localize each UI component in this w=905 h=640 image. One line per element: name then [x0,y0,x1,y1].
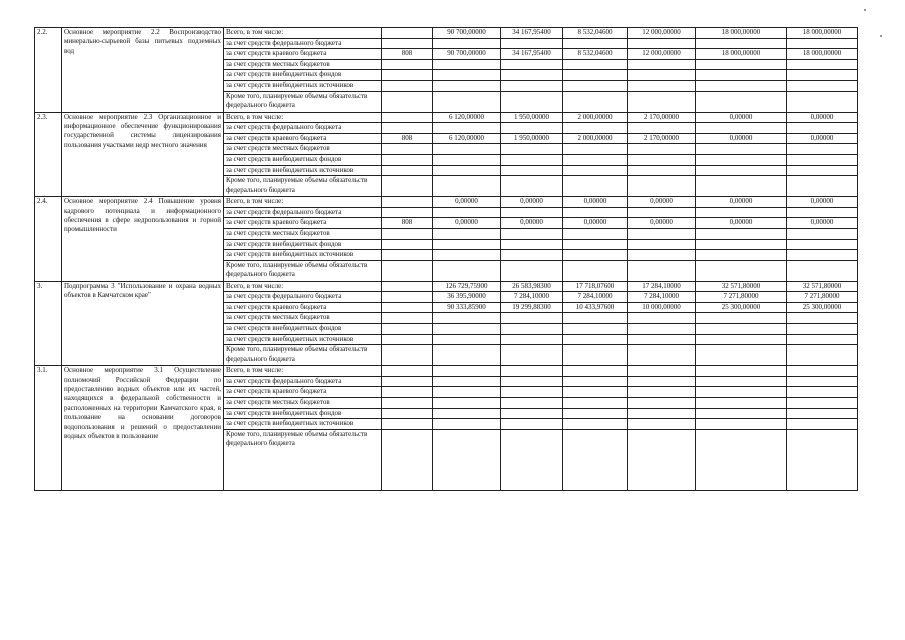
amount-cell [787,324,858,335]
funding-source: за счет средств федерального бюджета [224,292,382,303]
funding-source: Всего, в том числе: [224,366,382,377]
funding-source: за счет средств внебюджетных фондов [224,70,382,81]
program-name: Основное мероприятие 2.2 Воспроизводство минерально-сырьевой базы питьевых подземных вод [62,28,224,113]
funding-source: за счет средств внебюджетных источников [224,80,382,91]
budget-code [382,419,433,430]
funding-source: за счет средств федерального бюджета [224,207,382,218]
page-speck [880,35,882,37]
amount-cell: 0,00000 [501,218,563,229]
amount-cell [501,313,563,324]
amount-cell [433,345,501,366]
amount-cell [563,313,628,324]
amount-cell: 0,00000 [628,218,696,229]
amount-cell [628,398,696,409]
amount-cell [563,123,628,134]
amount-cell [501,80,563,91]
amount-cell [433,398,501,409]
amount-cell [501,398,563,409]
amount-cell: 34 167,95400 [501,49,563,60]
amount-cell [501,250,563,261]
amount-cell [787,398,858,409]
amount-cell [628,313,696,324]
funding-source: за счет средств местных бюджетов [224,59,382,70]
amount-cell [787,144,858,155]
amount-cell [563,176,628,197]
amount-cell [628,176,696,197]
amount-cell: 7 284,10000 [563,292,628,303]
amount-cell [433,429,501,490]
amount-cell [433,387,501,398]
funding-source: за счет средств федерального бюджета [224,38,382,49]
amount-cell [563,408,628,419]
amount-cell: 0,00000 [433,197,501,208]
amount-cell: 7 271,80000 [787,292,858,303]
amount-cell [628,59,696,70]
funding-source: за счет средств краевого бюджета [224,302,382,313]
amount-cell: 2 000,00000 [563,112,628,123]
amount-cell [501,334,563,345]
row-number: 3. [35,281,62,366]
amount-cell [501,324,563,335]
amount-cell: 10 433,97600 [563,302,628,313]
funding-source: за счет средств местных бюджетов [224,228,382,239]
amount-cell [563,398,628,409]
amount-cell [628,38,696,49]
amount-cell [563,366,628,377]
amount-cell [563,239,628,250]
amount-cell [501,144,563,155]
budget-code [382,387,433,398]
budget-code [382,239,433,250]
funding-source: за счет средств краевого бюджета [224,133,382,144]
budget-code [382,207,433,218]
budget-code [382,123,433,134]
amount-cell: 0,00000 [628,197,696,208]
program-name: Основное мероприятие 2.4 Повышение уровня кадрового потенциала и информационного обеспечения в сфере недропользования и горной промышленности [62,197,224,282]
funding-source: за счет средств федерального бюджета [224,123,382,134]
funding-source: за счет средств внебюджетных источников [224,419,382,430]
budget-code [382,408,433,419]
amount-cell [433,260,501,281]
budget-code [382,366,433,377]
amount-cell [433,239,501,250]
amount-cell [563,250,628,261]
program-name: Основное мероприятие 2.3 Организационное и информационное обеспечение функционирования государственной системы лицензирования пользования участками недр местного значения [62,112,224,197]
amount-cell [628,91,696,112]
row-number: 2.3. [35,112,62,197]
program-name: Подпрограмма 3 "Использование и охрана водных объектов в Камчатском крае" [62,281,224,366]
amount-cell [433,366,501,377]
table-row [35,28,858,39]
amount-cell [787,250,858,261]
amount-cell [501,59,563,70]
amount-cell [501,366,563,377]
amount-cell: 8 532,04600 [563,28,628,39]
funding-source: за счет средств федерального бюджета [224,376,382,387]
amount-cell: 0,00000 [696,112,787,123]
funding-source: Всего, в том числе: [224,28,382,39]
budget-code [382,292,433,303]
amount-cell [433,228,501,239]
amount-cell [433,408,501,419]
budget-code [382,260,433,281]
budget-code [382,281,433,292]
row-number: 2.4. [35,197,62,282]
amount-cell: 2 170,00000 [628,133,696,144]
amount-cell [563,91,628,112]
budget-code [382,28,433,39]
amount-cell [563,207,628,218]
amount-cell [696,419,787,430]
amount-cell [696,408,787,419]
amount-cell [628,324,696,335]
funding-source: Всего, в том числе: [224,281,382,292]
amount-cell [501,207,563,218]
amount-cell [433,154,501,165]
amount-cell: 19 299,88300 [501,302,563,313]
amount-cell: 18 000,00000 [696,28,787,39]
amount-cell [696,260,787,281]
amount-cell [628,408,696,419]
amount-cell: 18 000,00000 [696,49,787,60]
amount-cell [696,38,787,49]
amount-cell [696,250,787,261]
amount-cell [628,250,696,261]
row-number: 3.1. [35,366,62,491]
amount-cell [628,165,696,176]
funding-source: за счет средств краевого бюджета [224,387,382,398]
budget-code [382,165,433,176]
budget-code [382,398,433,409]
amount-cell: 0,00000 [563,218,628,229]
amount-cell: 6 120,00000 [433,133,501,144]
amount-cell [696,334,787,345]
amount-cell [787,419,858,430]
budget-code [382,112,433,123]
amount-cell [501,345,563,366]
amount-cell [628,80,696,91]
amount-cell [501,387,563,398]
amount-cell: 126 729,75900 [433,281,501,292]
funding-source: Кроме того, планируемые объемы обязательств федерального бюджета [224,91,382,112]
budget-code [382,91,433,112]
budget-code [382,228,433,239]
amount-cell [787,154,858,165]
budget-code: 808 [382,133,433,144]
funding-source: за счет средств краевого бюджета [224,218,382,229]
amount-cell: 1 950,00000 [501,133,563,144]
budget-code [382,154,433,165]
amount-cell [787,376,858,387]
budget-code [382,376,433,387]
amount-cell [563,376,628,387]
amount-cell [787,165,858,176]
budget-code [382,80,433,91]
amount-cell: 25 300,00000 [696,302,787,313]
funding-source: за счет средств внебюджетных источников [224,165,382,176]
amount-cell: 10 000,00000 [628,302,696,313]
amount-cell [501,228,563,239]
program-name: Основное мероприятие 3.1 Осуществление полномочий Российской Федерации по предоставлению водных объектов или их частей, находящихся в федеральной собственности и расположенных на территории Камчатского края, в пользование на основании договоров водопользования и решений о предоставлении водных объектов в пользование [62,366,224,491]
amount-cell [696,59,787,70]
amount-cell [787,123,858,134]
budget-code [382,144,433,155]
amount-cell [696,228,787,239]
amount-cell [433,123,501,134]
amount-cell: 90 700,00000 [433,28,501,39]
funding-source: за счет средств местных бюджетов [224,398,382,409]
amount-cell [501,38,563,49]
budget-code [382,324,433,335]
amount-cell [563,59,628,70]
amount-cell [628,207,696,218]
funding-source: за счет средств внебюджетных фондов [224,239,382,250]
amount-cell [787,387,858,398]
amount-cell [433,165,501,176]
amount-cell [501,176,563,197]
funding-source: Кроме того, планируемые объемы обязательств федерального бюджета [224,345,382,366]
funding-source: за счет средств внебюджетных фондов [224,408,382,419]
budget-table [34,27,858,491]
amount-cell [696,91,787,112]
amount-cell [628,429,696,490]
amount-cell [563,165,628,176]
amount-cell: 17 284,10000 [628,281,696,292]
amount-cell [433,334,501,345]
amount-cell [433,91,501,112]
budget-code [382,59,433,70]
amount-cell: 0,00000 [787,218,858,229]
amount-cell [787,429,858,490]
budget-code [382,197,433,208]
amount-cell: 17 718,07600 [563,281,628,292]
amount-cell [628,260,696,281]
amount-cell [696,123,787,134]
amount-cell [563,260,628,281]
amount-cell [563,70,628,81]
amount-cell [563,334,628,345]
amount-cell [501,165,563,176]
funding-source: за счет средств внебюджетных источников [224,334,382,345]
amount-cell: 26 583,98300 [501,281,563,292]
amount-cell [628,345,696,366]
amount-cell: 2 000,00000 [563,133,628,144]
amount-cell [787,70,858,81]
amount-cell [696,70,787,81]
funding-source: за счет средств внебюджетных фондов [224,324,382,335]
budget-code: 808 [382,49,433,60]
amount-cell: 0,00000 [696,197,787,208]
amount-cell [696,80,787,91]
amount-cell: 6 120,00000 [433,112,501,123]
amount-cell: 0,00000 [563,197,628,208]
amount-cell [787,176,858,197]
amount-cell [433,313,501,324]
budget-code [382,313,433,324]
amount-cell: 90 333,85900 [433,302,501,313]
amount-cell [696,387,787,398]
amount-cell [696,154,787,165]
amount-cell [787,408,858,419]
amount-cell [628,239,696,250]
amount-cell [501,123,563,134]
funding-source: Всего, в том числе: [224,112,382,123]
table-row [35,197,858,208]
amount-cell [628,376,696,387]
funding-source: Кроме того, планируемые объемы обязательств федерального бюджета [224,260,382,281]
amount-cell [787,38,858,49]
budget-code [382,70,433,81]
amount-cell: 34 167,95400 [501,28,563,39]
table-row [35,281,858,292]
amount-cell: 0,00000 [787,197,858,208]
amount-cell [628,366,696,377]
amount-cell [696,165,787,176]
amount-cell [696,207,787,218]
amount-cell [787,80,858,91]
funding-source: Кроме того, планируемые объемы обязательств федерального бюджета [224,176,382,197]
amount-cell [563,345,628,366]
amount-cell [433,70,501,81]
amount-cell: 7 284,10000 [628,292,696,303]
amount-cell: 0,00000 [787,112,858,123]
amount-cell [696,429,787,490]
amount-cell [787,366,858,377]
amount-cell [696,398,787,409]
amount-cell [628,70,696,81]
amount-cell: 32 571,80000 [787,281,858,292]
amount-cell: 0,00000 [787,133,858,144]
amount-cell [787,260,858,281]
budget-code [382,429,433,490]
amount-cell [787,334,858,345]
amount-cell [628,154,696,165]
budget-code [382,345,433,366]
amount-cell [501,70,563,81]
amount-cell [433,176,501,197]
funding-source: за счет средств местных бюджетов [224,144,382,155]
amount-cell [501,154,563,165]
amount-cell [433,144,501,155]
amount-cell [563,429,628,490]
budget-code [382,176,433,197]
amount-cell [696,345,787,366]
amount-cell [433,324,501,335]
funding-source: за счет средств внебюджетных источников [224,250,382,261]
amount-cell [787,59,858,70]
amount-cell [433,250,501,261]
amount-cell [501,260,563,281]
funding-source: за счет средств внебюджетных фондов [224,154,382,165]
amount-cell [696,376,787,387]
amount-cell [563,228,628,239]
amount-cell [787,239,858,250]
amount-cell: 18 000,00000 [787,28,858,39]
amount-cell [563,144,628,155]
amount-cell [433,419,501,430]
amount-cell [501,419,563,430]
funding-source: Всего, в том числе: [224,197,382,208]
row-number: 2.2. [35,28,62,113]
amount-cell [787,313,858,324]
amount-cell [696,324,787,335]
amount-cell: 2 170,00000 [628,112,696,123]
table-row [35,366,858,377]
amount-cell [628,123,696,134]
amount-cell [787,345,858,366]
amount-cell: 12 000,00000 [628,49,696,60]
budget-code [382,38,433,49]
amount-cell [628,144,696,155]
amount-cell [628,334,696,345]
amount-cell [501,429,563,490]
amount-cell [563,324,628,335]
amount-cell [563,38,628,49]
amount-cell: 7 284,10000 [501,292,563,303]
budget-code: 808 [382,218,433,229]
amount-cell [696,176,787,197]
funding-source: Кроме того, планируемые объемы обязательств федерального бюджета [224,429,382,490]
amount-cell [563,387,628,398]
amount-cell: 12 000,00000 [628,28,696,39]
amount-cell [628,387,696,398]
amount-cell: 25 300,00000 [787,302,858,313]
amount-cell [696,313,787,324]
amount-cell [563,154,628,165]
amount-cell [433,80,501,91]
amount-cell [563,80,628,91]
amount-cell: 0,00000 [433,218,501,229]
amount-cell [501,239,563,250]
amount-cell: 18 000,00000 [787,49,858,60]
amount-cell: 90 700,00000 [433,49,501,60]
amount-cell: 32 571,80000 [696,281,787,292]
funding-source: за счет средств краевого бюджета [224,49,382,60]
amount-cell: 8 532,04600 [563,49,628,60]
amount-cell: 0,00000 [501,197,563,208]
amount-cell [787,228,858,239]
budget-code [382,250,433,261]
amount-cell [433,207,501,218]
amount-cell [433,38,501,49]
amount-cell [501,376,563,387]
amount-cell [433,59,501,70]
amount-cell [696,144,787,155]
amount-cell: 0,00000 [696,218,787,229]
page-speck [864,9,866,11]
amount-cell: 0,00000 [696,133,787,144]
amount-cell [433,376,501,387]
amount-cell [696,366,787,377]
amount-cell [628,419,696,430]
amount-cell [628,228,696,239]
amount-cell: 1 950,00000 [501,112,563,123]
amount-cell: 36 395,90000 [433,292,501,303]
amount-cell [787,207,858,218]
amount-cell: 7 271,80000 [696,292,787,303]
budget-code [382,302,433,313]
table-row [35,112,858,123]
amount-cell [501,408,563,419]
amount-cell [563,419,628,430]
amount-cell [501,91,563,112]
funding-source: за счет средств местных бюджетов [224,313,382,324]
amount-cell [696,239,787,250]
budget-code [382,334,433,345]
amount-cell [787,91,858,112]
